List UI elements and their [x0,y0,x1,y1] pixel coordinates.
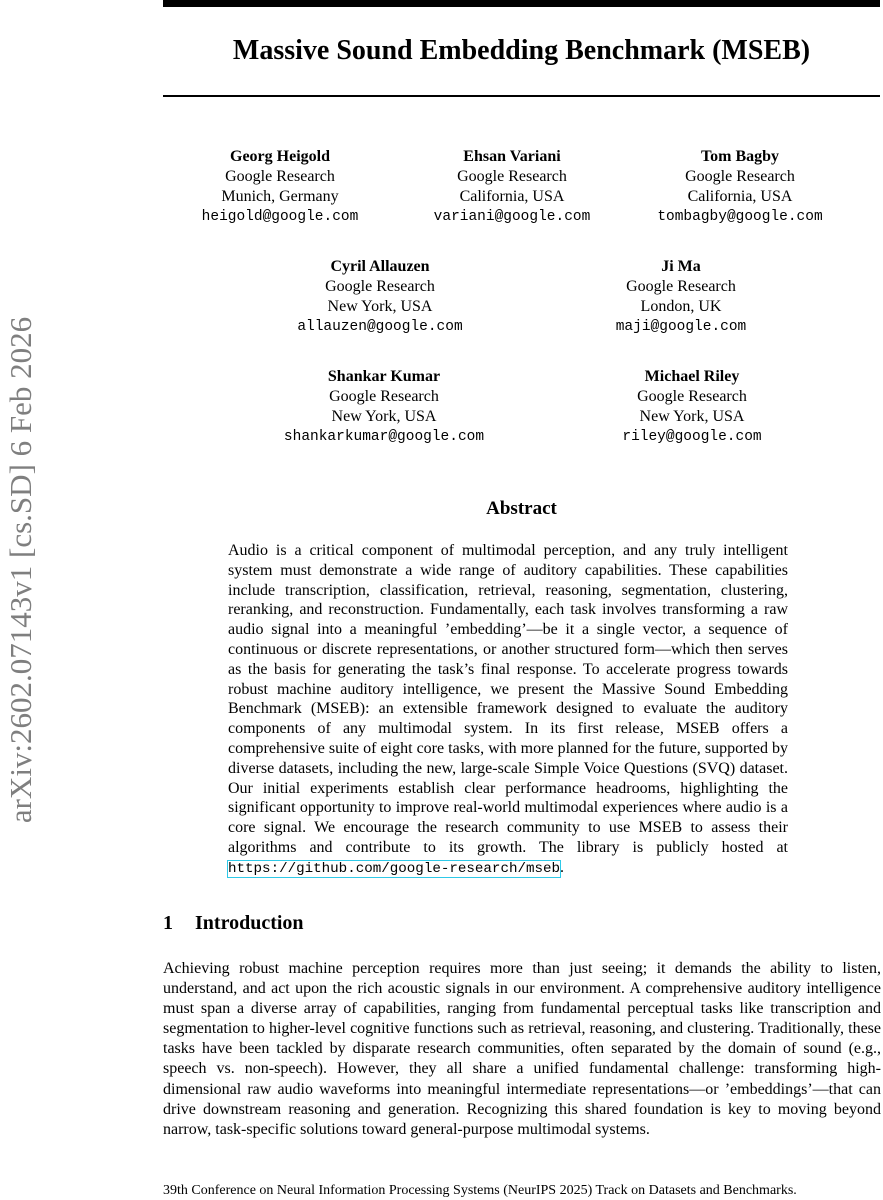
author-affiliation: Google Research [325,278,435,295]
author-affiliation: Google Research [685,168,795,185]
author-block [190,147,370,227]
author-affiliation: Google Research [626,278,736,295]
author-name: Cyril Allauzen [330,258,430,275]
section-heading-introduction [163,910,304,936]
author-location: New York, USA [639,408,745,425]
introduction-paragraph: Achieving robust machine perception requires more than just seeing; it demands the ability to listen, understand, and act upon the rich acoustic signals in our environment. A comprehensive auditory intelligence must span a diverse array of capabilities, ranging from fundamental perceptual tasks like transcription and segmentation to higher-level cognitive functions such as retrieval, reasoning, and clustering. Traditionally, these tasks have been tackled by disparate research communities, often separated by the domain of sound (e.g., speech vs. non-speech). However, they all share a unified fundamental challenge: transforming high-dimensional raw audio waveforms into meaningful intermediate representations—or ’embeddings’—that can drive downstream reasoning and generation. Recognizing this shared foundation is key to moving beyond narrow, task-specific solutions toward general-purpose multimodal systems. [163,960,881,1138]
author-email: riley@google.com [622,429,762,445]
author-name: Shankar Kumar [327,368,441,385]
author-name: Ji Ma [661,258,701,275]
author-location: New York, USA [331,408,437,425]
author-affiliation: Google Research [457,168,567,185]
abstract-body-text: Audio is a critical component of multimodal perception, and any truly intelligent system must demonstrate a wide range of auditory capabilities. These capabilities include transcription, classification, retrieval, reasoning, segmentation, clustering, reranking, and reconstruction. Fundamentally, each task involves transforming a raw audio signal into a meaningful ’embedding’—be it a single vector, a sequence of continuous or discrete representations, or another structured form—which then serves as the basis for generating the task’s final response. To accelerate progress towards robust machine auditory intelligence, we present the Massive Sound Embedding Benchmark (MSEB): an extensible framework designed to evaluate the auditory components of any multimodal system. In its first release, MSEB offers a comprehensive suite of eight core tasks, with more planned for the future, supported by diverse datasets, including the new, large-scale Simple Voice Questions (SVQ) dataset. Our initial experiments establish clear performance headrooms, highlighting the significant opportunity to improve real-world multimodal experiences where audio is a core signal. We encourage the research community to use MSEB to assess their algorithms and contribute to its growth. The library is publicly hosted at [228,542,788,856]
author-block [591,257,771,337]
author-block [644,147,836,227]
author-name: Ehsan Variani [463,148,561,165]
author-location: Munich, Germany [221,188,339,205]
section-number: 1 [163,912,173,934]
author-name: Tom Bagby [700,148,780,165]
author-affiliation: Google Research [225,168,335,185]
author-block [285,257,475,337]
arxiv-stamp: arXiv:2602.07143v1 [cs.SD] 6 Feb 2026 [3,316,38,824]
abstract-text [228,541,788,880]
author-name: Michael Riley [644,368,740,385]
author-location: London, UK [640,298,722,315]
author-block [597,367,787,447]
author-location: New York, USA [327,298,433,315]
author-location: California, USA [687,188,793,205]
top-rule [163,0,880,7]
abstract-heading: Abstract [486,498,557,519]
conference-footnote: 39th Conference on Neural Information Processing Systems (NeurIPS 2025) Track on Datasets and Benchmarks. [163,1183,797,1198]
author-email: heigold@google.com [201,209,359,225]
author-email: allauzen@google.com [297,319,463,335]
author-name: Georg Heigold [230,148,330,165]
author-affiliation: Google Research [637,388,747,405]
author-location: California, USA [459,188,565,205]
paper-title: Massive Sound Embedding Benchmark (MSEB) [232,35,811,66]
author-block [422,147,602,227]
github-link[interactable]: https://github.com/google-research/mseb [228,860,561,877]
author-email: variani@google.com [433,209,591,225]
author-email: maji@google.com [615,319,747,335]
author-email: shankarkumar@google.com [283,429,485,445]
title-rule [163,95,880,97]
author-block [268,367,500,447]
section-title: Introduction [195,912,304,934]
author-affiliation: Google Research [329,388,439,405]
author-email: tombagby@google.com [657,209,823,225]
abstract-end-punctuation: . [560,858,565,876]
